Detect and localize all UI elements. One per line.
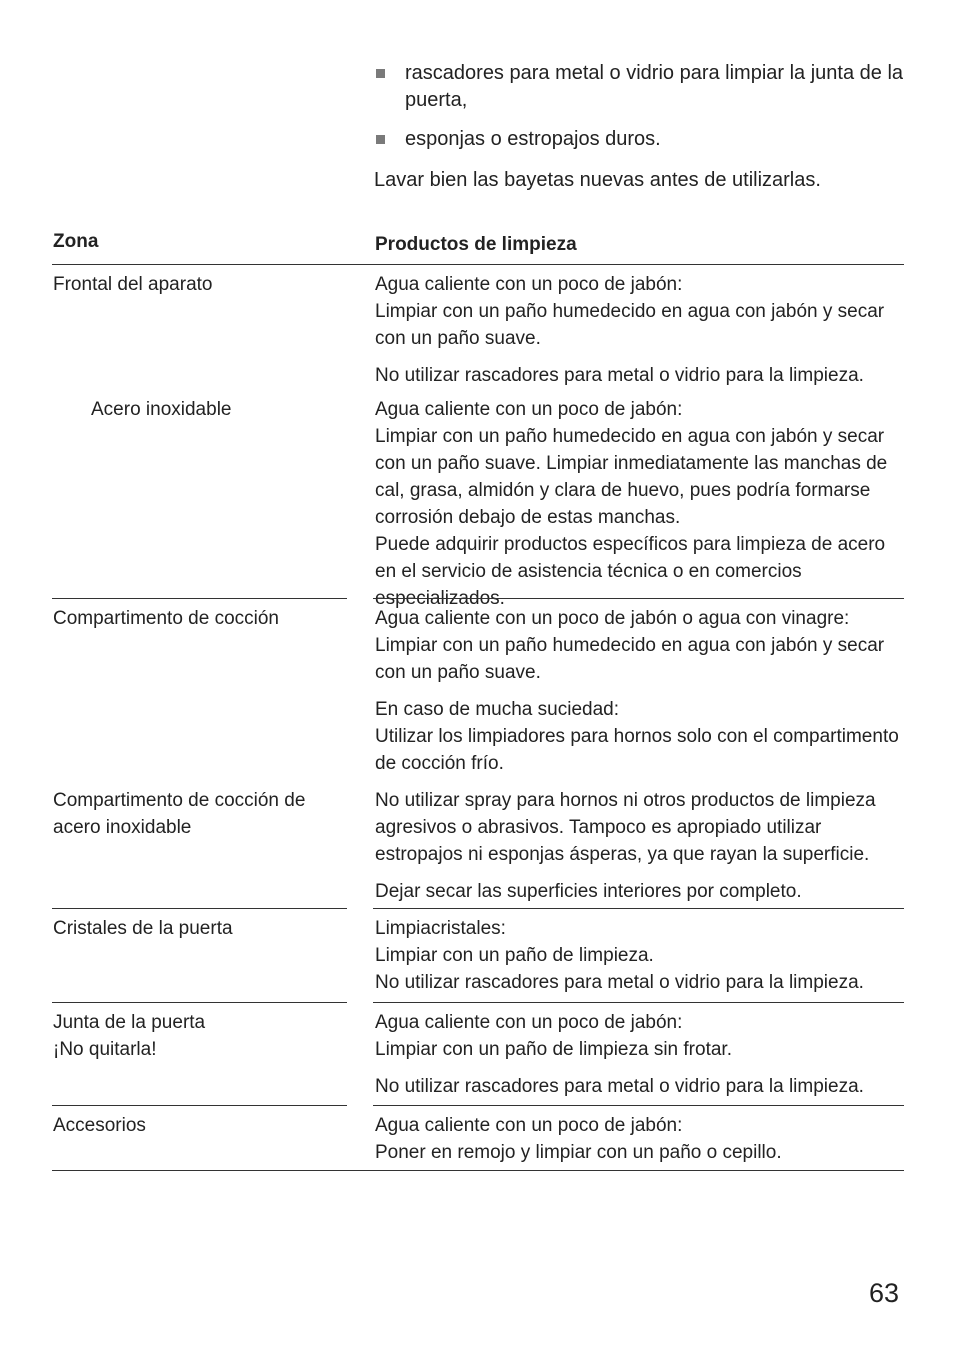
intro-note: Lavar bien las bayetas nuevas antes de utilizarlas. — [374, 169, 821, 191]
zone-cell — [52, 1003, 347, 1063]
table-row — [52, 909, 904, 1003]
products-cell — [373, 265, 904, 399]
product-line: Limpiar con un paño humedecido en agua con jabón y secar con un paño suave. — [375, 635, 885, 683]
table-row — [52, 390, 904, 609]
table-row — [52, 1003, 904, 1106]
table-header — [52, 228, 904, 265]
zone-warning: ¡No quitarla! — [53, 1039, 157, 1060]
product-line: Limpiar con un paño de limpieza. — [375, 945, 654, 966]
product-paragraph — [375, 605, 904, 686]
product-paragraph — [375, 271, 904, 352]
product-line: Agua caliente con un poco de jabón: — [375, 399, 683, 420]
header-zone: Zona — [53, 231, 99, 252]
intro-section — [374, 60, 904, 194]
product-line: No utilizar spray para hornos ni otros productos de limpieza agresivos o abrasivos. Tampoco es apropiado utilizar estropajos ni esponjas ásperas, ya que rayan la superficie. — [375, 790, 876, 865]
product-paragraph — [375, 696, 904, 777]
table-row — [52, 265, 904, 390]
product-line: Agua caliente con un poco de jabón o agua con vinagre: — [375, 608, 850, 629]
bullet-item — [374, 126, 904, 153]
product-line: Agua caliente con un poco de jabón: — [375, 274, 683, 295]
product-paragraph — [375, 1009, 904, 1063]
product-line: En caso de mucha suciedad: — [375, 699, 619, 720]
zone-cell: Compartimento de cocción — [53, 608, 279, 629]
bullet-square-icon — [376, 69, 385, 78]
table-row — [52, 599, 904, 781]
zone-cell: Acero inoxidable — [91, 399, 232, 420]
bullet-text: esponjas o estropajos duros. — [405, 128, 661, 150]
product-line: Limpiar con un paño humedecido en agua con jabón y secar con un paño suave. — [375, 301, 885, 349]
products-cell — [373, 599, 904, 787]
bullet-text: rascadores para metal o vidrio para limpiar la junta de la puerta, — [405, 62, 904, 111]
zone-cell: Accesorios — [53, 1115, 146, 1136]
products-cell — [373, 390, 904, 622]
products-cell — [373, 781, 904, 915]
zone-cell: Compartimento de cocción de acero inoxidable — [53, 790, 306, 838]
product-line: Dejar secar las superficies interiores por completo. — [375, 881, 802, 902]
zone-cell: Cristales de la puerta — [53, 918, 233, 939]
table-bottom-rule — [52, 1170, 904, 1171]
product-line: Puede adquirir productos específicos para limpieza de acero en el servicio de asistencia técnica o en comercios especializados. — [375, 534, 886, 609]
bullet-square-icon — [376, 135, 385, 144]
zone-line: Junta de la puerta — [53, 1012, 206, 1033]
zone-cell: Frontal del aparato — [53, 274, 213, 295]
cleaning-table — [52, 228, 904, 1171]
header-products: Productos de limpieza — [375, 234, 577, 255]
bullet-item — [374, 60, 904, 114]
product-paragraph — [375, 1073, 904, 1100]
product-line: No utilizar rascadores para metal o vidrio para la limpieza. — [375, 365, 864, 386]
product-line: Agua caliente con un poco de jabón: — [375, 1012, 683, 1033]
product-line: No utilizar rascadores para metal o vidrio para la limpieza. — [375, 1076, 864, 1097]
products-cell — [373, 909, 904, 1006]
product-line: Limpiar con un paño humedecido en agua con jabón y secar con un paño suave. Limpiar inmediatamente las manchas de cal, grasa, almidón y clara de huevo, pues podría formarse corrosión debajo de estas manchas. — [375, 426, 888, 528]
products-cell — [373, 1003, 904, 1110]
table-row — [52, 1106, 904, 1171]
product-paragraph — [375, 362, 904, 389]
table-row — [52, 781, 904, 909]
product-paragraph — [375, 1112, 904, 1166]
product-line: Poner en remojo y limpiar con un paño o cepillo. — [375, 1142, 782, 1163]
product-paragraph — [375, 787, 904, 868]
product-line: Agua caliente con un poco de jabón: — [375, 1115, 683, 1136]
product-line: No utilizar rascadores para metal o vidrio para la limpieza. — [375, 972, 864, 993]
product-paragraph — [375, 396, 904, 612]
product-paragraph — [375, 915, 904, 996]
page-number: 63 — [868, 1278, 899, 1308]
product-line: Utilizar los limpiadores para hornos solo con el compartimento de cocción frío. — [375, 726, 899, 774]
product-line: Limpiacristales: — [375, 918, 506, 939]
product-line: Limpiar con un paño de limpieza sin frotar. — [375, 1039, 732, 1060]
product-paragraph — [375, 878, 904, 905]
products-cell — [373, 1106, 904, 1176]
